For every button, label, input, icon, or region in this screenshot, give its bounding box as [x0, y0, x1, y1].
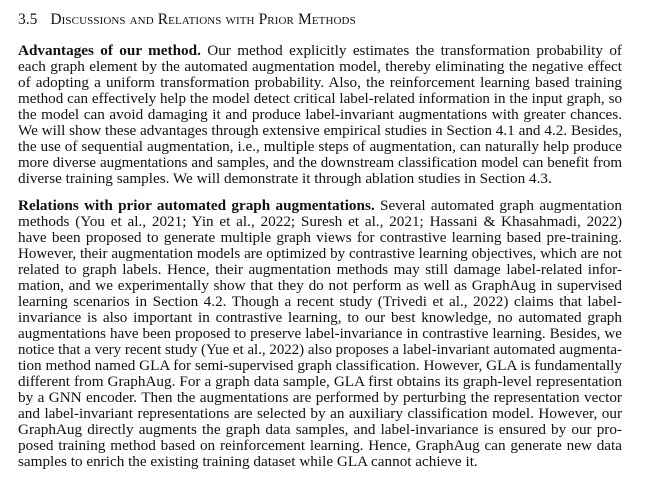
paragraph-line: notice that a very recent study (Yue et al., 2022) also proposes a label-invariant automated augmenta- [18, 342, 622, 358]
paragraph-line: tion method named GLA for semi-supervised graph classification. However, GLA is fundamentally [18, 358, 622, 374]
paragraph-line: and label-invariant representations are selected by an auxiliary classification model. However, our [18, 406, 622, 422]
paragraph-line: posed training method based on reinforcement learning. Hence, GraphAug can generate new data [18, 438, 622, 454]
paragraph-line: mation, and we experimentally show that they do not perform as well as GraphAug in supervised [18, 278, 622, 294]
paragraph-line: have been proposed to generate multiple graph views for contrastive learning based pre-training. [18, 230, 622, 246]
section-title: Discussions and Relations with Prior Methods [50, 11, 356, 28]
paragraph-lead-advantages: Advantages of our method. [18, 43, 201, 59]
paragraph-lead-relations: Relations with prior automated graph augmentations. [18, 198, 375, 214]
section-heading [18, 9, 622, 31]
paragraph-line: methods (You et al., 2021; Yin et al., 2022; Suresh et al., 2021; Hassani & Khasahmadi, 2022) [18, 214, 622, 230]
paragraph-line: related to graph labels. Hence, their augmentation methods may still damage label-related infor- [18, 262, 622, 278]
paragraph-line: of adopting a uniform transformation probability. Also, the reinforcement learning based training [18, 75, 622, 91]
page-content [18, 9, 622, 470]
paragraph-line: invariance is also important in contrastive learning, to our best knowledge, no automated graph [18, 310, 622, 326]
paragraph-line: by a GNN encoder. Then the augmentations are performed by perturbing the representation vector [18, 390, 622, 406]
paragraph-line: method can effectively help the model detect critical label-related information in the input graph, so [18, 91, 622, 107]
paragraph-line: We will show these advantages through extensive empirical studies in Section 4.1 and 4.2. Besides, [18, 123, 622, 139]
paragraph-line: learning scenarios in Section 4.2. Though a recent study (Trivedi et al., 2022) claims that label- [18, 294, 622, 310]
paragraph-line: different from GraphAug. For a graph data sample, GLA first obtains its graph-level representation [18, 374, 622, 390]
paragraph-line: augmentations have been proposed to preserve label-invariance in contrastive learning. Besides, we [18, 326, 622, 342]
paragraph-line: Advantages of our method. Our method explicitly estimates the transformation probability of [18, 43, 622, 59]
paragraph-line: the model can avoid damaging it and produce label-invariant augmentations with greater chances. [18, 107, 622, 123]
paragraph-line: However, their augmentation models are optimized by contrastive learning objectives, which are not [18, 246, 622, 262]
paragraph-line: diverse training samples. We will demonstrate it through ablation studies in Section 4.3. [18, 171, 552, 187]
paragraph-line: samples to enrich the existing training dataset while GLA cannot achieve it. [18, 454, 478, 470]
paragraph-line: Relations with prior automated graph augmentations. Several automated graph augmentation [18, 198, 622, 214]
section-number: 3.5 [18, 11, 38, 28]
paragraph-relations [18, 198, 622, 470]
paragraph-line: more diverse augmentations and samples, and the downstream classification model can benefit from [18, 155, 622, 171]
paragraph-advantages [18, 43, 622, 187]
paragraph-line: the use of sequential augmentation, i.e., multiple steps of augmentation, can naturally help produce [18, 139, 622, 155]
paragraph-line: GraphAug directly augments the graph data samples, and label-invariance is ensured by our pro- [18, 422, 622, 438]
paragraph-line: each graph element by the automated augmentation model, thereby eliminating the negative effect [18, 59, 622, 75]
